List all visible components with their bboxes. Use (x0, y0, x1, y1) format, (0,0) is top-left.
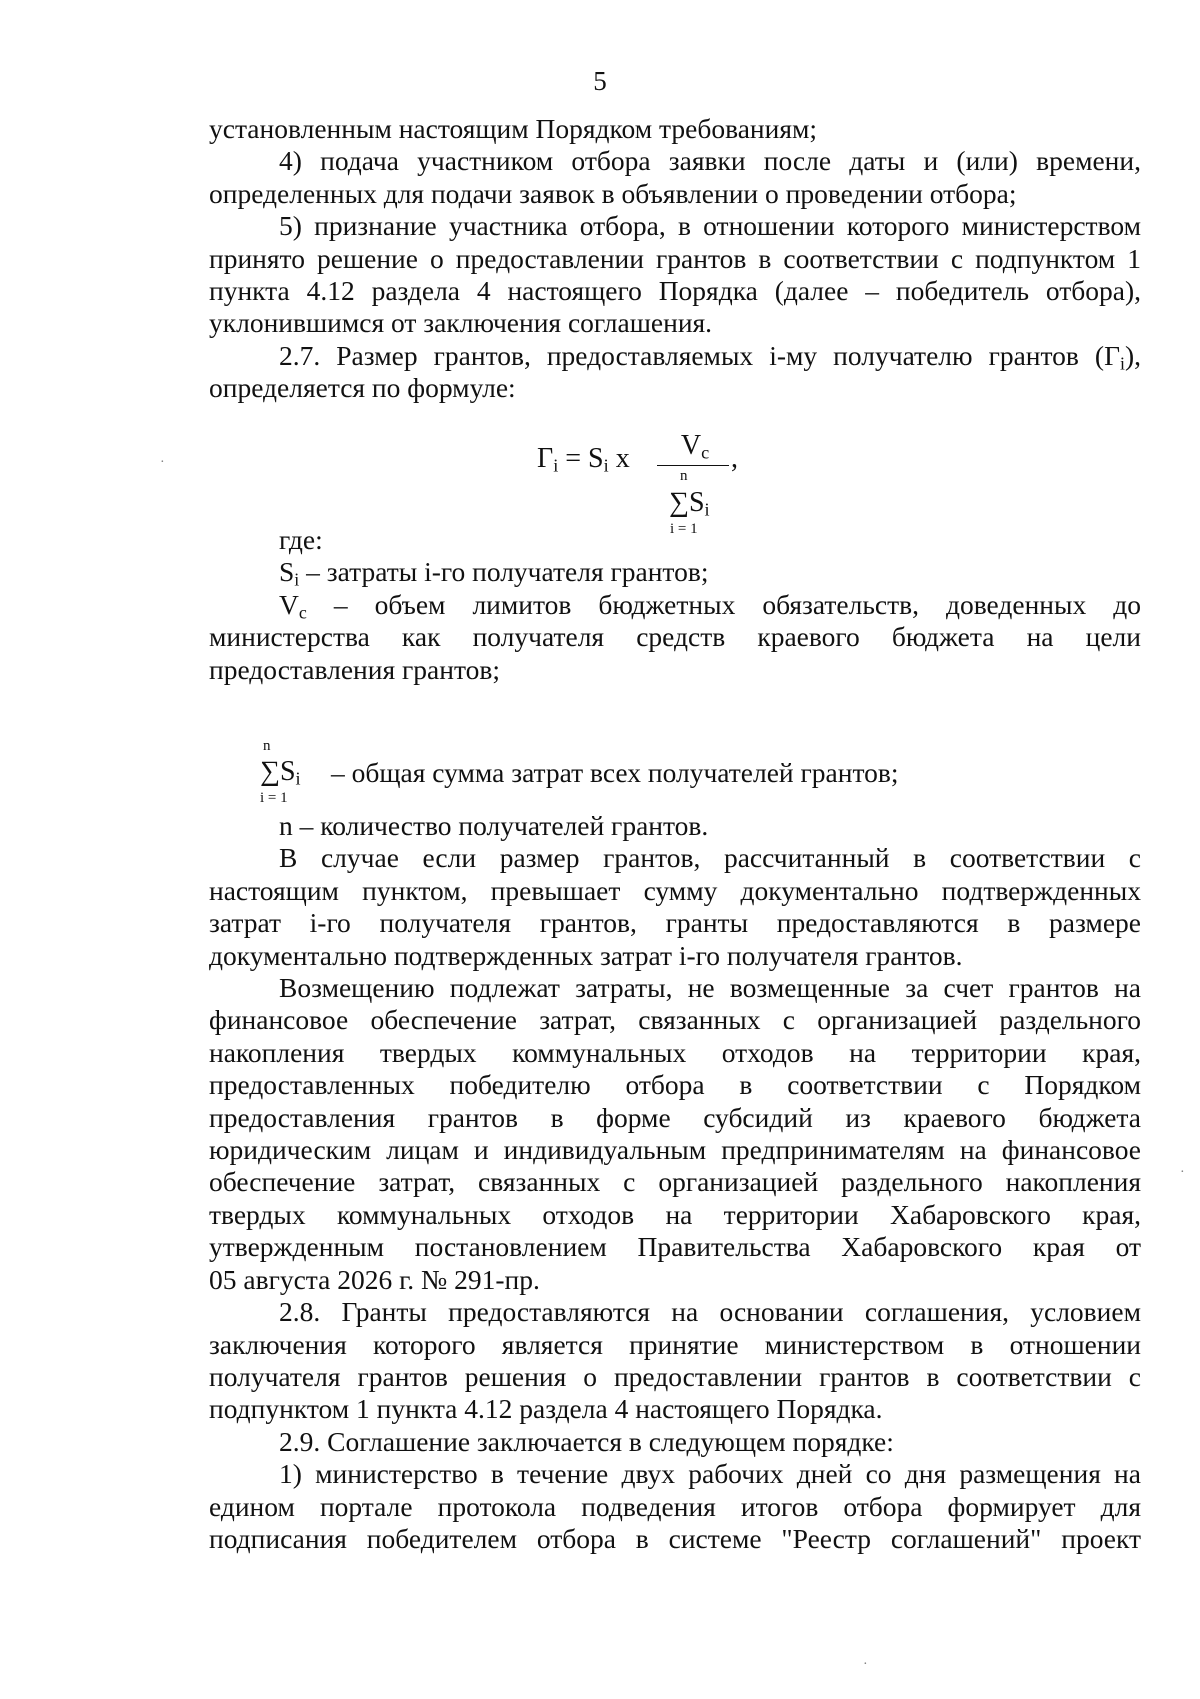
paragraph (209, 810, 1141, 842)
text-section-bottom (209, 810, 1141, 1555)
formula-lhs: $Г_i = S_i$ x (537, 443, 630, 476)
sum-legend-text: – общая сумма затрат всех получателей грантов; (331, 757, 899, 788)
page-number: 5 (593, 66, 607, 96)
text-line: пункта 4.12 раздела 4 настоящего Порядка (далее – победитель отбора), (209, 275, 1141, 307)
scan-speck: · (863, 1657, 868, 1672)
text-line: Возмещению подлежат затраты, не возмещенные за счет грантов на (279, 972, 1141, 1004)
paragraph (209, 589, 1141, 686)
text-line: предоставленных победителю отбора в соответствии с Порядком (209, 1069, 1141, 1101)
text-section-definitions (209, 524, 1141, 686)
sum-upper-limit: n (680, 468, 688, 484)
text-line: затрат i-го получателя грантов, гранты предоставляются в размере (209, 907, 1141, 939)
sum-legend-symbol: $\sum S_i$ (260, 756, 301, 789)
text-line: министерства как получателя средств краевого бюджета на цели (209, 621, 1141, 653)
formula-comma: , (731, 443, 738, 474)
text-line: $V_c$ – объем лимитов бюджетных обязательств, доведенных до (279, 588, 1141, 623)
text-line: накопления твердых коммунальных отходов на территории края, (209, 1036, 1141, 1068)
text-line: юридическим лицам и индивидуальным предпринимателям на финансовое (209, 1134, 1141, 1166)
paragraph (209, 113, 1141, 145)
sum-legend-upper: n (263, 738, 271, 754)
text-line: установленным настоящим Порядком требованиям; (209, 113, 818, 144)
text-line: твердых коммунальных отходов на территории Хабаровского края, (209, 1198, 1141, 1230)
paragraph (209, 340, 1141, 405)
text-line: принято решение о предоставлении грантов в соответствии с подпунктом 1 (209, 242, 1141, 274)
paragraph (209, 556, 1141, 588)
text-line: 2.7. Размер грантов, предоставляемых i-му получателю грантов $(Г_i)$, (279, 339, 1141, 374)
text-line: едином портале протокола подведения итогов отбора формирует для (209, 1490, 1141, 1522)
scan-speck: · (1180, 1165, 1185, 1180)
paragraph (209, 972, 1141, 1296)
text-line: $S_i$ – затраты i-го получателя грантов; (279, 556, 709, 590)
text-line: 2.8. Гранты предоставляются на основании соглашения, условием (279, 1296, 1141, 1328)
sum-legend-lower: i = 1 (260, 790, 288, 806)
paragraph (209, 1296, 1141, 1426)
text-line: уклонившимся от заключения соглашения. (209, 307, 713, 339)
formula-numerator: $V_c$ (680, 430, 710, 463)
text-line: 4) подача участником отбора заявки после даты и (или) времени, (279, 145, 1141, 177)
paragraph (209, 145, 1141, 210)
scan-speck: · (160, 455, 165, 470)
paragraph (209, 524, 1141, 556)
paragraph (209, 1458, 1141, 1555)
text-line: заключения которого является принятие министерством в отношении (209, 1328, 1141, 1360)
text-line: n – количество получателей грантов. (279, 810, 709, 841)
paragraph (209, 842, 1141, 972)
formula-denominator: $\sum S_i$ (669, 487, 710, 520)
fraction-bar (657, 465, 729, 466)
text-section-top (209, 113, 1141, 405)
text-line: подписания победителем отбора в системе "Реестр соглашений" проект (209, 1522, 1141, 1554)
text-line: 5) признание участника отбора, в отношении которого министерством (279, 210, 1141, 242)
text-line: 1) министерство в течение двух рабочих дней со дня размещения на (279, 1458, 1141, 1490)
text-line: определенных для подачи заявок в объявлении о проведении отбора; (209, 177, 1017, 209)
text-line: обеспечение затрат, связанных с организацией раздельного накопления (209, 1166, 1141, 1198)
text-line: документально подтвержденных затрат i-го получателя грантов. (209, 939, 963, 971)
text-line: где: (279, 524, 323, 555)
text-line: предоставления грантов; (209, 653, 500, 685)
text-line: финансовое обеспечение затрат, связанных с организацией раздельного (209, 1004, 1141, 1036)
sum-lower-limit: i = 1 (670, 521, 698, 537)
text-line: настоящим пунктом, превышает сумму документально подтвержденных (209, 874, 1141, 906)
text-line: 05 августа 2026 г. № 291-пр. (209, 1263, 540, 1295)
text-line: предоставления грантов в форме субсидий из краевого бюджета (209, 1101, 1141, 1133)
paragraph (209, 210, 1141, 340)
paragraph (209, 1426, 1141, 1458)
sum-legend (260, 738, 1160, 808)
text-line: 2.9. Соглашение заключается в следующем порядке: (279, 1425, 894, 1457)
text-line: определяется по формуле: (209, 372, 516, 404)
text-line: утвержденным постановлением Правительства Хабаровского края от (209, 1231, 1141, 1263)
text-line: В случае если размер грантов, рассчитанный в соответствии с (279, 842, 1141, 874)
text-line: подпунктом 1 пункта 4.12 раздела 4 настоящего Порядка. (209, 1393, 883, 1425)
text-line: получателя грантов решения о предоставлении грантов в соответствии с (209, 1360, 1141, 1392)
